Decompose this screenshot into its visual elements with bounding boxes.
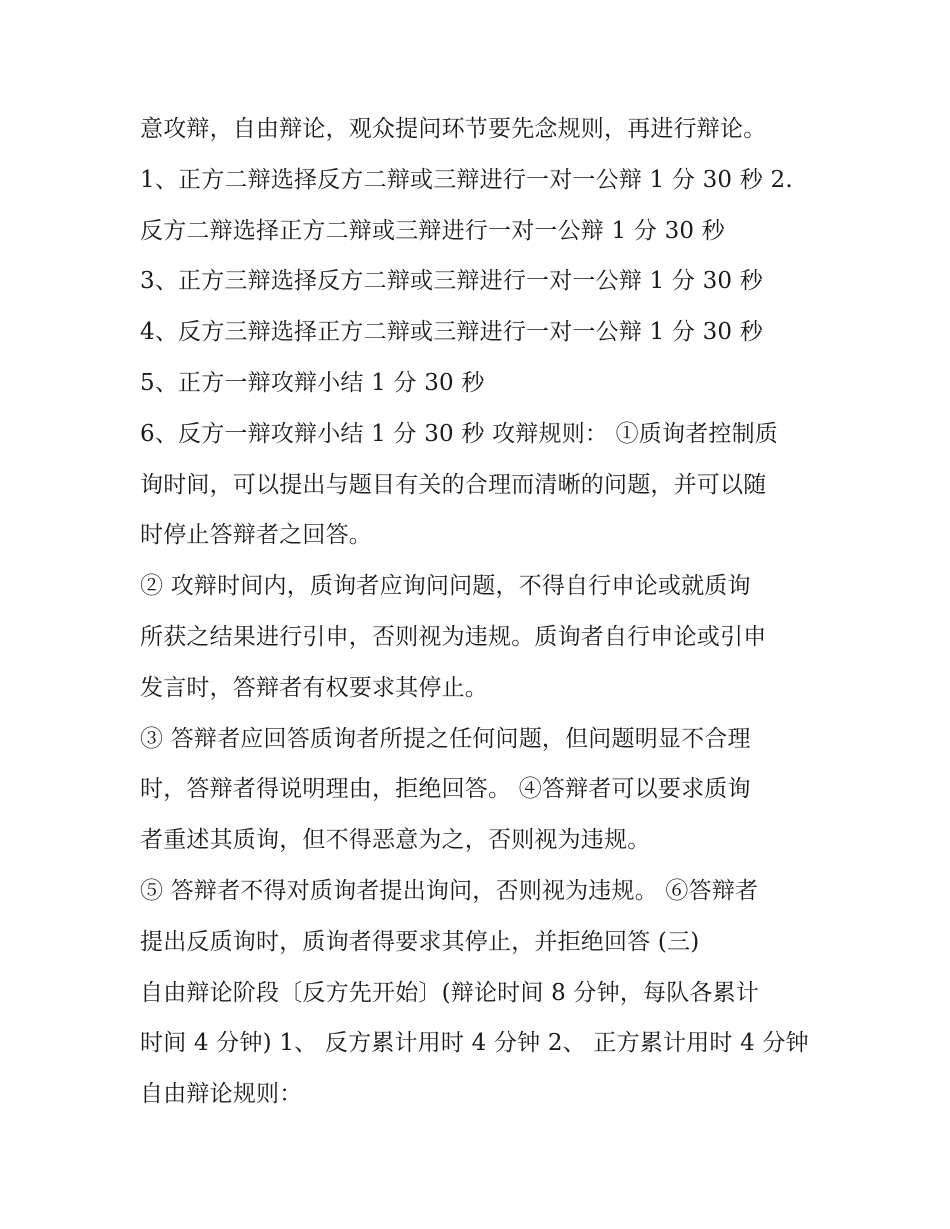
text-line: 自由辩论阶段〔反方先开始〕(辩论时间 8 分钟，每队各累计 <box>140 979 760 1006</box>
text-line: 者重述其质询，但不得恶意为之，否则视为违规。 <box>140 827 651 854</box>
text-line: ② 攻辩时间内，质询者应询问问题，不得自行申论或就质询 <box>140 573 751 600</box>
text-line: 时间 4 分钟) 1、 反方累计用时 4 分钟 2、 正方累计用时 4 分钟 <box>140 1030 809 1057</box>
text-line: 6、反方一辩攻辩小结 1 分 30 秒 攻辩规则： ①质询者控制质 <box>140 420 778 447</box>
text-line: 5、正方一辩攻辩小结 1 分 30 秒 <box>140 369 485 396</box>
text-line: 1、正方二辩选择反方二辩或三辩进行一对一公辩 1 分 30 秒 2. <box>140 166 793 193</box>
text-line: 自由辩论规则： <box>140 1081 303 1108</box>
text-line: 3、正方三辩选择反方二辩或三辩进行一对一公辩 1 分 30 秒 <box>140 268 763 295</box>
text-line: ⑤ 答辩者不得对质询者提出询问，否则视为违规。 ⑥答辩者 <box>140 877 759 904</box>
text-line: 4、反方三辩选择正方二辩或三辩进行一对一公辩 1 分 30 秒 <box>140 319 763 346</box>
text-line: 时停止答辩者之回答。 <box>140 522 372 549</box>
text-line: ③ 答辩者应回答质询者所提之任何问题，但问题明显不合理 <box>140 725 751 752</box>
text-line: 所获之结果进行引申，否则视为违规。质询者自行申论或引申 <box>140 623 767 650</box>
text-line: 意攻辩，自由辩论，观众提问环节要先念规则，再进行辩论。 <box>140 116 767 142</box>
text-line: 时，答辩者得说明理由，拒绝回答。 ④答辩者可以要求质询 <box>140 776 751 803</box>
text-line: 发言时，答辩者有权要求其停止。 <box>140 674 488 701</box>
document-body <box>140 104 830 1120</box>
text-line: 询时间，可以提出与题目有关的合理而清晰的问题，并可以随 <box>140 471 767 498</box>
text-line: 反方二辩选择正方二辩或三辩进行一对一公辩 1 分 30 秒 <box>140 217 725 244</box>
text-line: 提出反质询时，质询者得要求其停止，并拒绝回答 (三) <box>140 928 700 955</box>
